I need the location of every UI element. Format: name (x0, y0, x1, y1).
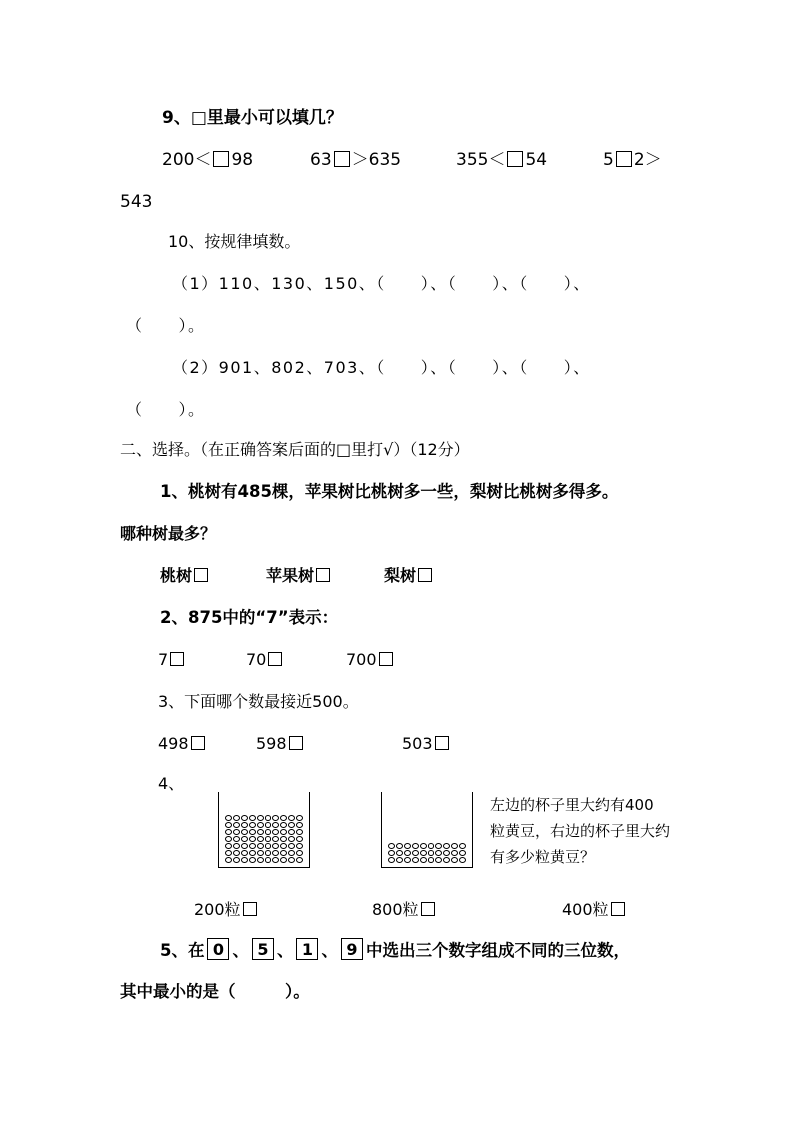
bean (396, 857, 403, 863)
checkbox[interactable] (289, 736, 303, 750)
q9-wrap: 543 (120, 192, 153, 212)
bean (241, 857, 248, 863)
bean (388, 857, 395, 863)
bean (272, 843, 279, 849)
checkbox[interactable] (170, 652, 184, 666)
bean (257, 836, 264, 842)
checkbox[interactable] (435, 736, 449, 750)
bean (451, 843, 458, 849)
bean-row (225, 857, 303, 863)
q9-item-1: 200＜ 98 (162, 150, 254, 170)
bean (257, 822, 264, 828)
left-cup (218, 792, 310, 868)
bean (412, 850, 419, 856)
checkbox[interactable] (194, 568, 208, 582)
bean (451, 857, 458, 863)
bean (257, 843, 264, 849)
bean (225, 822, 232, 828)
bean (257, 815, 264, 821)
bean (420, 850, 427, 856)
c4-description-line: 左边的杯子里大约有400 (490, 796, 654, 814)
bean (272, 850, 279, 856)
bean (443, 857, 450, 863)
bean (241, 822, 248, 828)
bean (257, 829, 264, 835)
bean (249, 850, 256, 856)
bean (288, 829, 295, 835)
bean (280, 857, 287, 863)
right-cup-beans (388, 843, 466, 863)
bean (296, 843, 303, 849)
bean-row (388, 843, 466, 849)
bean (388, 850, 395, 856)
bean-row (225, 850, 303, 856)
bean (280, 829, 287, 835)
bean (241, 843, 248, 849)
bean (241, 829, 248, 835)
answer-box[interactable] (334, 151, 350, 167)
bean (451, 850, 458, 856)
q10-row1-tail: （ ）。 (126, 316, 206, 335)
bean (233, 829, 240, 835)
bean (404, 850, 411, 856)
c4-option-2: 800粒 (372, 898, 437, 922)
bean (272, 836, 279, 842)
bean (233, 857, 240, 863)
bean (280, 815, 287, 821)
checkbox[interactable] (379, 652, 393, 666)
bean-row (225, 836, 303, 842)
checkbox[interactable] (243, 902, 257, 916)
answer-box[interactable] (507, 151, 523, 167)
bean (265, 836, 272, 842)
bean (428, 857, 435, 863)
c4-option-1: 200粒 (194, 898, 259, 922)
bean (225, 857, 232, 863)
bean (249, 815, 256, 821)
bean (296, 857, 303, 863)
bean (225, 815, 232, 821)
bean (225, 850, 232, 856)
bean (404, 857, 411, 863)
section-2-title: 二、选择。（在正确答案后面的□里打√）（12分） (120, 440, 470, 459)
bean (396, 850, 403, 856)
bean (225, 843, 232, 849)
bean (296, 815, 303, 821)
c2-option-2: 70 (246, 648, 284, 672)
bean (288, 843, 295, 849)
q9-item-2: 63 ＞635 (310, 150, 402, 170)
bean (296, 850, 303, 856)
bean (272, 822, 279, 828)
bean (233, 843, 240, 849)
digit-card: 5 (252, 938, 274, 960)
c3-question: 3、下面哪个数最接近500。 (158, 692, 359, 711)
bean (288, 857, 295, 863)
c3-option-1: 498 (158, 732, 207, 756)
checkbox[interactable] (418, 568, 432, 582)
q9-item-3: 355＜ 54 (456, 150, 548, 170)
c4-number: 4、 (158, 774, 185, 793)
bean (272, 815, 279, 821)
checkbox[interactable] (268, 652, 282, 666)
bean (296, 829, 303, 835)
bean (443, 843, 450, 849)
left-cup-beans (225, 815, 303, 863)
bean (296, 836, 303, 842)
q9-title: 9、□里最小可以填几？ (162, 108, 343, 128)
bean (249, 836, 256, 842)
checkbox[interactable] (191, 736, 205, 750)
bean (428, 843, 435, 849)
bean (388, 843, 395, 849)
bean (225, 829, 232, 835)
bean (435, 857, 442, 863)
bean (233, 836, 240, 842)
digit-card: 9 (341, 938, 363, 960)
bean (412, 857, 419, 863)
bean (443, 850, 450, 856)
bean (420, 843, 427, 849)
c4-description-line: 有多少粒黄豆？ (490, 848, 596, 866)
bean (265, 829, 272, 835)
bean (288, 815, 295, 821)
q10-row1: （1）110、130、150、（ ）、（ ）、（ ）、 (172, 274, 591, 293)
bean-row (225, 822, 303, 828)
q10-row2: （2）901、802、703、（ ）、（ ）、（ ）、 (172, 358, 591, 377)
bean (241, 815, 248, 821)
c2-question: 2、875中的“7”表示： (160, 608, 339, 627)
bean (435, 843, 442, 849)
checkbox[interactable] (611, 902, 625, 916)
bean (249, 829, 256, 835)
bean (233, 815, 240, 821)
bean (459, 843, 466, 849)
q9-item-4: 5 2＞ (603, 150, 662, 170)
bean (257, 850, 264, 856)
bean (265, 822, 272, 828)
bean (288, 850, 295, 856)
bean (233, 850, 240, 856)
c1-question: 1、桃树有485棵，苹果树比桃树多一些，梨树比桃树多得多。 (160, 482, 619, 501)
bean (459, 857, 466, 863)
bean (412, 843, 419, 849)
q10-row2-tail: （ ）。 (126, 400, 206, 419)
answer-box[interactable] (213, 151, 229, 167)
bean (280, 822, 287, 828)
c5-question-tail: 其中最小的是（ ）。 (120, 982, 310, 1001)
bean (272, 857, 279, 863)
bean (420, 857, 427, 863)
bean (428, 850, 435, 856)
bean-row (388, 857, 466, 863)
bean (265, 843, 272, 849)
bean (288, 836, 295, 842)
bean (459, 850, 466, 856)
bean (249, 843, 256, 849)
bean (241, 850, 248, 856)
right-cup (381, 792, 473, 868)
c1-question-tail: 哪种树最多？ (120, 524, 217, 543)
digit-card: 1 (296, 938, 318, 960)
bean (249, 822, 256, 828)
answer-box[interactable] (616, 151, 632, 167)
c5-question: 5、在 0 、 5 、 1 、 9 中选出三个数字组成不同的三位数， (160, 940, 630, 960)
bean (404, 843, 411, 849)
c4-option-3: 400粒 (562, 898, 627, 922)
c1-option-3: 梨树 (384, 564, 434, 588)
bean-row (388, 850, 466, 856)
checkbox[interactable] (421, 902, 435, 916)
bean (296, 822, 303, 828)
bean (280, 843, 287, 849)
bean (257, 857, 264, 863)
bean (265, 857, 272, 863)
bean (241, 836, 248, 842)
bean-row (225, 843, 303, 849)
bean-row (225, 815, 303, 821)
bean (265, 850, 272, 856)
c3-option-3: 503 (402, 732, 451, 756)
c3-option-2: 598 (256, 732, 305, 756)
c1-option-1: 桃树 (160, 564, 210, 588)
c4-description (490, 792, 670, 870)
bean (249, 857, 256, 863)
bean (265, 815, 272, 821)
c2-option-3: 700 (346, 648, 395, 672)
c1-option-2: 苹果树 (266, 564, 332, 588)
bean (280, 836, 287, 842)
bean-row (225, 829, 303, 835)
bean (396, 843, 403, 849)
c2-option-1: 7 (158, 648, 186, 672)
bean (272, 829, 279, 835)
bean (435, 850, 442, 856)
bean (233, 822, 240, 828)
bean (280, 850, 287, 856)
digit-card: 0 (207, 938, 229, 960)
bean (225, 836, 232, 842)
q10-title: 10、按规律填数。 (168, 232, 301, 251)
checkbox[interactable] (316, 568, 330, 582)
bean (288, 822, 295, 828)
c4-description-line: 粒黄豆，右边的杯子里大约 (490, 822, 671, 840)
